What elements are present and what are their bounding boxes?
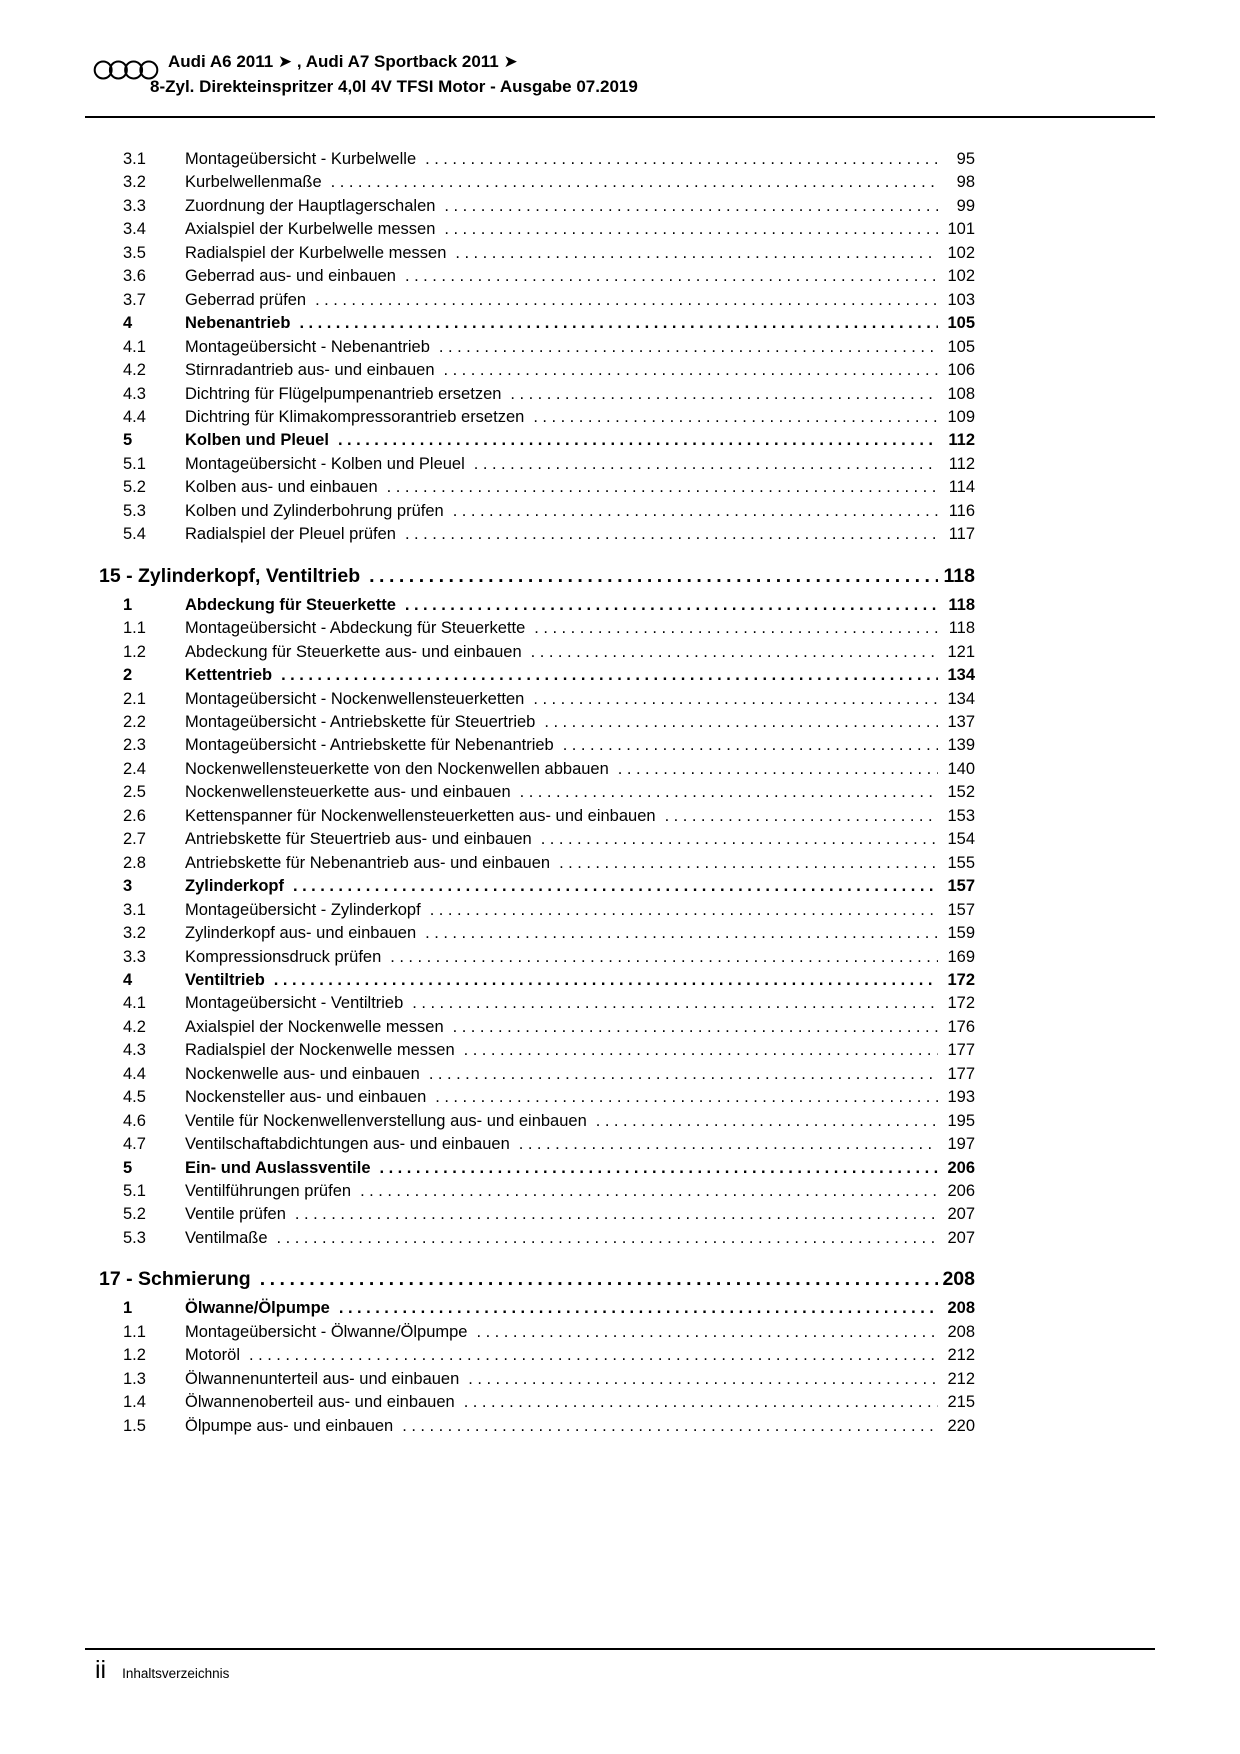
toc-entry-number: 4.7 — [123, 1135, 146, 1154]
dot-leader — [260, 1264, 938, 1294]
toc-entry-title: Antriebskette für Nebenantrieb aus- und einbauen — [185, 853, 551, 872]
dot-leader — [453, 500, 938, 523]
toc-entry-page: 177 — [947, 1041, 975, 1060]
toc-entry-page: 157 — [947, 900, 975, 919]
toc-entry-page: 193 — [947, 1088, 975, 1107]
toc-entry-number: 1.1 — [123, 619, 146, 638]
toc-entry-number: 3.3 — [123, 947, 146, 966]
toc-entry-title: Ölwannenunterteil aus- und einbauen — [185, 1369, 460, 1388]
dot-leader — [559, 852, 938, 875]
toc-entry-title: Geberrad aus- und einbauen — [185, 267, 396, 286]
toc-entry-title: Nockenwellensteuerkette von den Nockenwellen abbauen — [185, 759, 609, 778]
toc-entry-title: Kettenspanner für Nockenwellensteuerketten aus- und einbauen — [185, 806, 656, 825]
toc-entry-title: Dichtring für Flügelpumpenantrieb ersetzen — [185, 384, 502, 403]
toc-entry-number: 2.4 — [123, 759, 146, 778]
dot-leader — [474, 453, 938, 476]
toc-entry-page: 172 — [947, 970, 975, 989]
dot-leader — [533, 688, 938, 711]
toc-entry-row — [85, 1133, 975, 1156]
toc-entry-title: Zuordnung der Hauptlagerschalen — [185, 196, 436, 215]
toc-entry-page: 105 — [947, 314, 975, 333]
toc-entry-row — [85, 734, 975, 757]
dot-leader — [339, 1297, 938, 1320]
dot-leader — [360, 1180, 938, 1203]
toc-entry-title: Montageübersicht - Antriebskette für Nebenantrieb — [185, 736, 554, 755]
dot-leader — [444, 195, 938, 218]
toc-entry-number: 2.1 — [123, 689, 146, 708]
toc-entry-row — [85, 805, 975, 828]
dot-leader — [425, 922, 938, 945]
toc-entry-title: Ventilführungen prüfen — [185, 1182, 352, 1201]
toc-entry-number: 4.1 — [123, 337, 146, 356]
toc-entry-number: 5 — [123, 431, 133, 450]
page-footer — [85, 1648, 1155, 1683]
dot-leader — [541, 828, 938, 851]
toc-entry-number: 4.5 — [123, 1088, 146, 1107]
toc-entry-page: 112 — [948, 454, 975, 473]
dot-leader — [425, 148, 938, 171]
toc-entry-row — [85, 265, 975, 288]
toc-entry-title: Ventilmaße — [185, 1228, 268, 1247]
dot-leader — [295, 1203, 938, 1226]
toc-entry-page: 215 — [947, 1393, 975, 1412]
footer-line — [85, 1650, 1155, 1683]
toc-entry-number: 5 — [123, 1158, 133, 1177]
toc-entry-title: Montageübersicht - Zylinderkopf — [185, 900, 421, 919]
toc-entry-page: 172 — [947, 994, 975, 1013]
toc-entry-page: 101 — [947, 220, 975, 239]
toc-entry-number: 3.7 — [123, 290, 146, 309]
toc-entry-row — [85, 1063, 975, 1086]
toc-entry-title: Radialspiel der Kurbelwelle messen — [185, 243, 447, 262]
dot-leader — [299, 312, 938, 335]
toc-entry-page: 118 — [943, 564, 975, 587]
toc-entry-number: 4.4 — [123, 1064, 146, 1083]
toc-entry-page: 206 — [947, 1158, 975, 1177]
toc-entry-row — [85, 1110, 975, 1133]
toc-entry-title: Zylinderkopf aus- und einbauen — [185, 924, 417, 943]
toc-entry-row — [85, 242, 975, 265]
toc-entry-page: 106 — [947, 361, 975, 380]
dot-leader — [531, 641, 938, 664]
toc-entry-title: Montageübersicht - Ventiltrieb — [185, 994, 404, 1013]
toc-entry-page: 159 — [947, 924, 975, 943]
toc-entry-number: 2.5 — [123, 783, 146, 802]
toc-entry-title: Kolben und Zylinderbohrung prüfen — [185, 501, 444, 520]
toc-entry-number: 3.2 — [123, 173, 146, 192]
toc-entry-row — [85, 406, 975, 429]
toc-entry-row — [85, 828, 975, 851]
toc-entry-title: Ölwannenoberteil aus- und einbauen — [185, 1393, 455, 1412]
toc-entry-row — [85, 1344, 975, 1367]
toc-entry-title: Nockenwelle aus- und einbauen — [185, 1064, 420, 1083]
toc-entry-page: 220 — [947, 1416, 975, 1435]
toc-entry-row — [85, 992, 975, 1015]
header-model-line: Audi A6 2011 ➤ , Audi A7 Sportback 2011 ➤ — [168, 52, 518, 71]
toc-entry-number: 3.2 — [123, 924, 146, 943]
toc-entry-page: 109 — [947, 407, 975, 426]
header-engine-line: 8-Zyl. Direkteinspritzer 4,0l 4V TFSI Motor - Ausgabe 07.2019 — [150, 77, 638, 96]
dot-leader — [665, 805, 938, 828]
toc-entry-page: 208 — [947, 1322, 975, 1341]
toc-entry-page: 152 — [947, 783, 975, 802]
toc-entry-page: 118 — [948, 595, 975, 614]
toc-entry-number: 1 — [123, 1299, 133, 1318]
dot-leader — [331, 171, 938, 194]
toc-entry-title: Axialspiel der Kurbelwelle messen — [185, 220, 436, 239]
dot-leader — [439, 336, 938, 359]
toc-entry-page: 208 — [942, 1268, 975, 1291]
dot-leader — [563, 734, 938, 757]
page-header — [85, 0, 1155, 118]
toc-entry-title: Zylinderkopf — [185, 877, 285, 896]
toc-entry-row — [85, 641, 975, 664]
toc-entry-title: Kolben und Pleuel — [185, 431, 329, 450]
toc-entry-title: Ventilschaftabdichtungen aus- und einbauen — [185, 1135, 510, 1154]
toc-entry-number: 2.3 — [123, 736, 146, 755]
toc-entry-page: 95 — [956, 150, 975, 168]
toc-entry-number: 2.8 — [123, 853, 146, 872]
toc-entry-page: 134 — [947, 666, 975, 685]
toc-entry-page: 212 — [947, 1369, 975, 1388]
toc-entry-row — [85, 359, 975, 382]
toc-entry-page: 102 — [947, 267, 975, 286]
toc-entry-row — [85, 1086, 975, 1109]
toc-entry-page: 103 — [947, 290, 975, 309]
dot-leader — [476, 1321, 938, 1344]
dot-leader — [405, 594, 938, 617]
toc-entry-row — [85, 1391, 975, 1414]
toc-entry-title: Montageübersicht - Kolben und Pleuel — [185, 454, 465, 473]
toc-entry-title: Ölpumpe aus- und einbauen — [185, 1416, 394, 1435]
dot-leader — [405, 265, 938, 288]
footer-section-label: Inhaltsverzeichnis — [122, 1666, 230, 1681]
toc-entry-number: 2 — [123, 666, 133, 685]
toc-entry-title: Montageübersicht - Ölwanne/Ölpumpe — [185, 1322, 468, 1341]
toc-entry-row — [85, 1227, 975, 1250]
dot-leader — [430, 899, 938, 922]
toc-entry-number: 2.7 — [123, 830, 146, 849]
dot-leader — [277, 1227, 938, 1250]
toc-entry-title: Motoröl — [185, 1346, 241, 1365]
toc-entry-number: 3 — [123, 877, 133, 896]
toc-entry-number: 5.2 — [123, 1205, 146, 1224]
toc-entry-row — [85, 1368, 975, 1391]
toc-entry-number: 3.5 — [123, 243, 146, 262]
toc-entry-number: 5.1 — [123, 454, 146, 473]
toc-entry-page: 134 — [947, 689, 975, 708]
toc-entry-row — [85, 1180, 975, 1203]
toc-entry-page: 108 — [947, 384, 975, 403]
toc-entry-title: Ventiltrieb — [185, 970, 265, 989]
toc-entry-row — [85, 336, 975, 359]
toc-entry-number: 1.2 — [123, 642, 146, 661]
toc-entry-row — [85, 1297, 975, 1320]
toc-entry-row — [85, 852, 975, 875]
toc-entry-row — [85, 664, 975, 687]
toc-entry-row — [85, 922, 975, 945]
dot-leader — [534, 617, 938, 640]
toc-entry-number: 2.2 — [123, 712, 146, 731]
toc-entry-title: Axialspiel der Nockenwelle messen — [185, 1017, 444, 1036]
toc-entry-page: 206 — [947, 1182, 975, 1201]
toc-entry-number: 4.2 — [123, 1017, 146, 1036]
dot-leader — [369, 561, 938, 591]
toc-entry-number: 5.3 — [123, 501, 146, 520]
dot-leader — [596, 1110, 938, 1133]
toc-entry-number: 5.4 — [123, 525, 146, 544]
toc-entry-row — [85, 594, 975, 617]
dot-leader — [293, 875, 938, 898]
toc-entry-row — [85, 148, 975, 171]
toc-entry-row — [85, 946, 975, 969]
toc-entry-page: 117 — [948, 525, 975, 544]
toc-entry-number: 4.2 — [123, 361, 146, 380]
toc-entry-row — [85, 523, 975, 546]
toc-entry-row — [85, 289, 975, 312]
dot-leader — [315, 289, 938, 312]
toc-entry-row — [85, 688, 975, 711]
toc-entry-page: 112 — [948, 431, 975, 450]
toc-entry-page: 116 — [948, 501, 975, 520]
toc-entry-number: 3.6 — [123, 267, 146, 286]
toc-entry-row — [85, 899, 975, 922]
dot-leader — [533, 406, 938, 429]
toc — [85, 148, 975, 1438]
toc-entry-title: Ventile prüfen — [185, 1205, 286, 1224]
toc-entry-title: Radialspiel der Pleuel prüfen — [185, 525, 396, 544]
toc-entry-page: 197 — [947, 1135, 975, 1154]
toc-entry-title: Nockensteller aus- und einbauen — [185, 1088, 427, 1107]
toc-entry-title: Kettentrieb — [185, 666, 273, 685]
dot-leader — [618, 758, 938, 781]
dot-leader — [464, 1039, 938, 1062]
dot-leader — [249, 1344, 938, 1367]
dot-leader — [402, 1415, 938, 1438]
dot-leader — [544, 711, 938, 734]
toc-entry-title: Nockenwellensteuerkette aus- und einbauen — [185, 783, 511, 802]
toc-entry-page: 207 — [947, 1205, 975, 1224]
toc-entry-page: 137 — [947, 712, 975, 731]
toc-entry-row — [85, 1321, 975, 1344]
toc-entry-row — [85, 1415, 975, 1438]
toc-entry-row — [85, 429, 975, 452]
toc-entry-title: Stirnradantrieb aus- und einbauen — [185, 361, 435, 380]
toc-entry-title: Montageübersicht - Nebenantrieb — [185, 337, 430, 356]
toc-entry-title: Kurbelwellenmaße — [185, 173, 322, 192]
toc-entry-number: 1.1 — [123, 1322, 146, 1341]
toc-entry-row — [85, 781, 975, 804]
toc-entry-title: Geberrad prüfen — [185, 290, 307, 309]
toc-entry-number: 2.6 — [123, 806, 146, 825]
dot-leader — [429, 1063, 938, 1086]
toc-entry-title: Nebenantrieb — [185, 314, 291, 333]
toc-entry-title: Antriebskette für Steuertrieb aus- und einbauen — [185, 830, 532, 849]
toc-entry-title: Abdeckung für Steuerkette aus- und einbauen — [185, 642, 522, 661]
toc-entry-row — [85, 383, 975, 406]
dot-leader — [435, 1086, 938, 1109]
toc-entry-number: 4.3 — [123, 384, 146, 403]
dot-leader — [390, 946, 938, 969]
dot-leader — [281, 664, 938, 687]
toc-entry-row — [85, 312, 975, 335]
toc-entry-title: Kompressionsdruck prüfen — [185, 947, 382, 966]
toc-entry-title: Montageübersicht - Abdeckung für Steuerkette — [185, 619, 526, 638]
toc-entry-title: 17 - Schmierung — [99, 1268, 251, 1291]
page-number: ii — [95, 1656, 107, 1684]
toc-entry-number: 1.2 — [123, 1346, 146, 1365]
toc-entry-number: 5.2 — [123, 478, 146, 497]
dot-leader — [455, 242, 938, 265]
toc-entry-page: 157 — [947, 877, 975, 896]
toc-chapter-row — [85, 1264, 975, 1294]
toc-entry-page: 176 — [947, 1017, 975, 1036]
toc-entry-row — [85, 195, 975, 218]
dot-leader — [520, 781, 938, 804]
toc-entry-page: 118 — [948, 619, 975, 638]
toc-entry-row — [85, 476, 975, 499]
toc-entry-page: 99 — [956, 196, 975, 215]
toc-entry-row — [85, 758, 975, 781]
dot-leader — [387, 476, 938, 499]
toc-chapter-row — [85, 561, 975, 591]
toc-entry-title: Radialspiel der Nockenwelle messen — [185, 1041, 455, 1060]
toc-entry-row — [85, 171, 975, 194]
toc-entry-row — [85, 1157, 975, 1180]
toc-entry-page: 105 — [947, 337, 975, 356]
toc-entry-number: 4.3 — [123, 1041, 146, 1060]
toc-entry-number: 1.3 — [123, 1369, 146, 1388]
toc-entry-number: 5.3 — [123, 1228, 146, 1247]
toc-entry-title: Montageübersicht - Kurbelwelle — [185, 150, 417, 168]
header-rule — [85, 116, 1155, 118]
dot-leader — [380, 1157, 938, 1180]
toc-entry-number: 1.5 — [123, 1416, 146, 1435]
toc-entry-number: 4 — [123, 970, 133, 989]
toc-entry-number: 3.4 — [123, 220, 146, 239]
toc-entry-page: 177 — [947, 1064, 975, 1083]
toc-entry-row — [85, 453, 975, 476]
toc-entry-page: 212 — [947, 1346, 975, 1365]
toc-entry-number: 4 — [123, 314, 133, 333]
dot-leader — [453, 1016, 938, 1039]
toc-entry-title: Kolben aus- und einbauen — [185, 478, 378, 497]
dot-leader — [405, 523, 938, 546]
toc-entry-page: 154 — [947, 830, 975, 849]
toc-entry-page: 208 — [947, 1299, 975, 1318]
toc-entry-row — [85, 1016, 975, 1039]
dot-leader — [468, 1368, 938, 1391]
toc-entry-title: Ölwanne/Ölpumpe — [185, 1299, 330, 1318]
toc-entry-title: Abdeckung für Steuerkette — [185, 595, 396, 614]
toc-entry-row — [85, 969, 975, 992]
toc-entry-page: 98 — [956, 173, 975, 192]
toc-entry-row — [85, 1039, 975, 1062]
toc-entry-title: Dichtring für Klimakompressorantrieb ersetzen — [185, 407, 525, 426]
toc-entry-page: 153 — [947, 806, 975, 825]
toc-entry-number: 4.4 — [123, 407, 146, 426]
toc-entry-page: 155 — [947, 853, 975, 872]
toc-entry-title: Montageübersicht - Antriebskette für Steuertrieb — [185, 712, 536, 731]
toc-entry-title: Ein- und Auslassventile — [185, 1158, 371, 1177]
toc-entry-number: 1.4 — [123, 1393, 146, 1412]
toc-entry-page: 195 — [947, 1111, 975, 1130]
dot-leader — [519, 1133, 938, 1156]
toc-entry-row — [85, 218, 975, 241]
toc-entry-page: 139 — [947, 736, 975, 755]
toc-entry-number: 3.1 — [123, 900, 146, 919]
toc-entry-number: 5.1 — [123, 1182, 146, 1201]
toc-entry-page: 121 — [947, 642, 975, 661]
toc-entry-number: 3.3 — [123, 196, 146, 215]
dot-leader — [338, 429, 938, 452]
toc-entry-title: Montageübersicht - Nockenwellensteuerketten — [185, 689, 525, 708]
toc-entry-number: 1 — [123, 595, 133, 614]
dot-leader — [274, 969, 938, 992]
toc-entry-number: 3.1 — [123, 150, 146, 168]
toc-entry-page: 207 — [947, 1228, 975, 1247]
toc-entry-number: 4.1 — [123, 994, 146, 1013]
toc-entry-row — [85, 875, 975, 898]
toc-entry-row — [85, 617, 975, 640]
dot-leader — [464, 1391, 938, 1414]
dot-leader — [444, 359, 938, 382]
toc-entry-number: 4.6 — [123, 1111, 146, 1130]
toc-entry-row — [85, 1203, 975, 1226]
dot-leader — [444, 218, 938, 241]
toc-entry-page: 114 — [948, 478, 975, 497]
toc-entry-title: 15 - Zylinderkopf, Ventiltrieb — [99, 564, 361, 587]
toc-entry-title: Ventile für Nockenwellenverstellung aus- und einbauen — [185, 1111, 587, 1130]
dot-leader — [510, 383, 938, 406]
toc-entry-page: 140 — [947, 759, 975, 778]
toc-entry-page: 169 — [947, 947, 975, 966]
toc-entry-row — [85, 711, 975, 734]
dot-leader — [412, 992, 938, 1015]
toc-entry-row — [85, 500, 975, 523]
toc-entry-page: 102 — [947, 243, 975, 262]
